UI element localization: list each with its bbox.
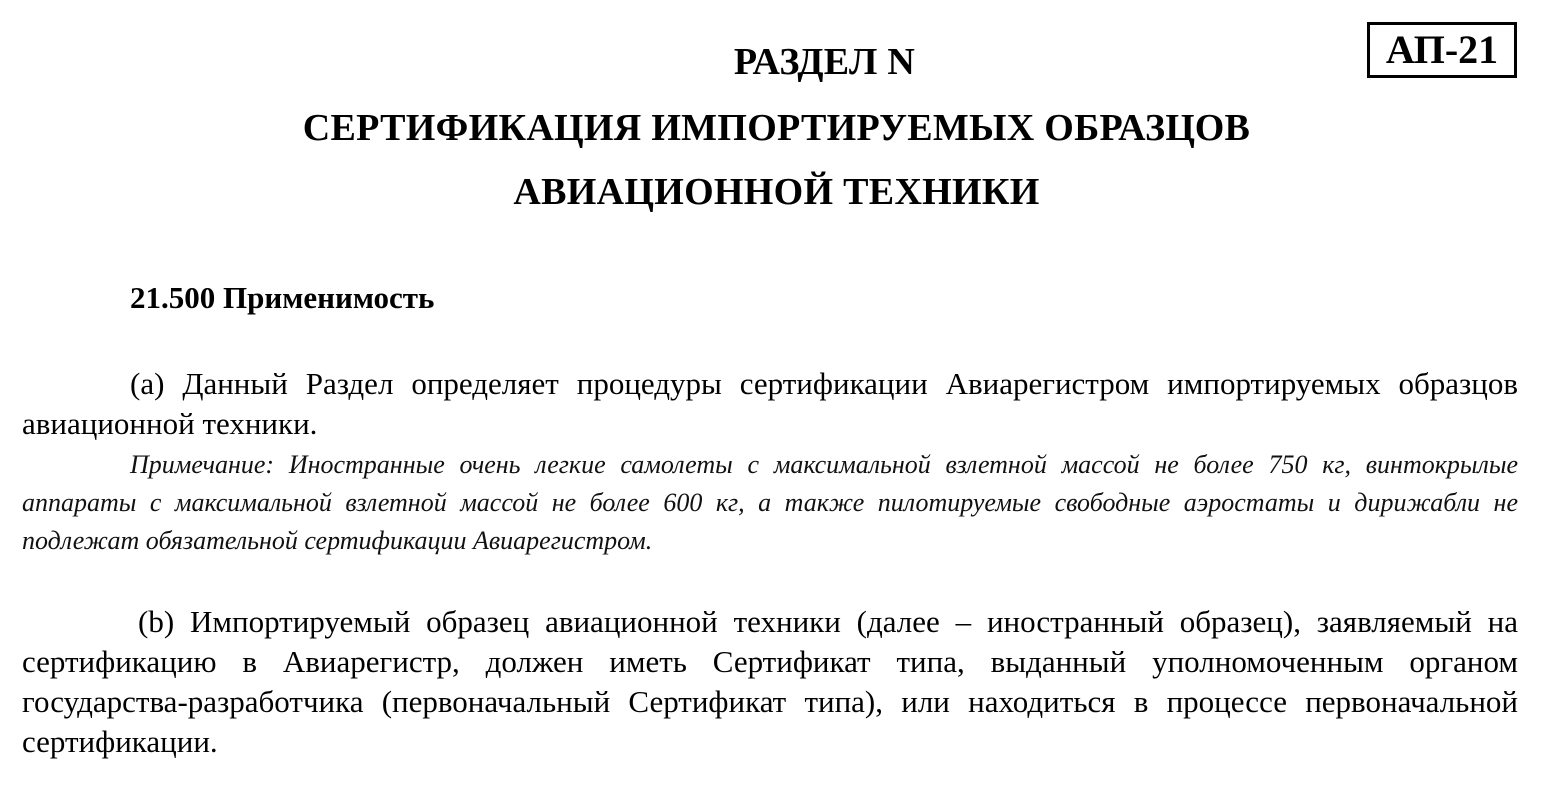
section-title-line-2: СЕРТИФИКАЦИЯ ИМПОРТИРУЕМЫХ ОБРАЗЦОВ [302,107,1251,149]
paragraph-a-text: (a) Данный Раздел определяет процедуры сертификации Авиарегистром импортируемых образцов авиационной техники. [22,366,1518,441]
paragraph-b [22,602,1518,762]
document-code-box: АП-21 [1367,22,1517,78]
paragraph-b-text: (b) Импортируемый образец авиационной техники (далее – иностранный образец), заявляемый на сертификацию в Авиарегистр, должен иметь Сертификат типа, выданный уполномоченным органом государства-разработчика (первоначальный Сертификат типа), или находиться в процессе первоначальной сертификации. [22,604,1518,759]
subsection-heading: 21.500 Применимость [130,280,435,315]
paragraph-a [22,364,1518,444]
note-text: Примечание: Иностранные очень легкие самолеты с максимальной взлетной массой не более 750 кг, винтокрылые аппараты с максимальной взлетной массой не более 600 кг, а также пилотируемые свободные аэростаты и дирижабли не подлежат обязательной сертификации Авиарегистром. [22,450,1518,555]
section-title-line-3: АВИАЦИОННОЙ ТЕХНИКИ [513,171,1040,213]
note-paragraph [22,446,1518,560]
section-title-line-1: РАЗДЕЛ N [733,41,916,83]
